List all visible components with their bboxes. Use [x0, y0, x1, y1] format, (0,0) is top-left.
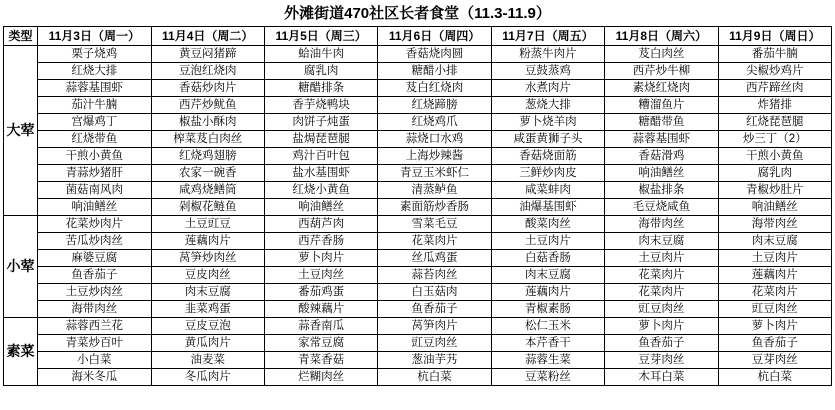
- menu-cell: 腐乳肉: [718, 165, 831, 182]
- menu-cell: 蒜蓉基围虾: [605, 131, 718, 148]
- menu-cell: 白菇香肠: [491, 250, 604, 267]
- menu-cell: 素烧红烧肉: [605, 80, 718, 97]
- menu-cell: 豆鼓蒸鸡: [491, 63, 604, 80]
- menu-cell: 芨白肉丝: [605, 46, 718, 63]
- menu-cell: 豆皮豆泡: [151, 318, 264, 335]
- menu-cell: 剁椒花鲢鱼: [151, 199, 264, 216]
- table-row: [4, 318, 832, 335]
- table-row: [4, 114, 832, 131]
- menu-cell: 干煎小黄鱼: [718, 148, 831, 165]
- menu-cell: 西芹蹄丝肉: [718, 80, 831, 97]
- menu-cell: 肉末豆腐: [718, 233, 831, 250]
- menu-cell: 毛豆烧咸鱼: [605, 199, 718, 216]
- menu-cell: 茄汁牛腩: [38, 97, 151, 114]
- menu-cell: 椒盐小酥肉: [151, 114, 264, 131]
- menu-cell: 宫爆鸡丁: [38, 114, 151, 131]
- menu-cell: 黄瓜肉片: [151, 335, 264, 352]
- menu-table: [3, 26, 832, 386]
- category-label-xiaohun: 小荤: [4, 216, 38, 318]
- table-row: [4, 46, 832, 63]
- menu-cell: 花菜肉片: [378, 233, 491, 250]
- menu-cell: 西芹香肠: [264, 233, 377, 250]
- menu-cell: 土豆肉片: [718, 250, 831, 267]
- menu-cell: 松仁玉米: [491, 318, 604, 335]
- menu-cell: 响油鳝丝: [718, 199, 831, 216]
- menu-cell: 西芹炒鱿鱼: [151, 97, 264, 114]
- header-day-4: 11月7日（周五）: [491, 27, 604, 46]
- table-row: [4, 131, 832, 148]
- menu-cell: 红烧蹄膀: [378, 97, 491, 114]
- table-row: [4, 267, 832, 284]
- menu-cell: 青蒜炒猪肝: [38, 165, 151, 182]
- menu-cell: 鸡汁百叶包: [264, 148, 377, 165]
- table-row: [4, 199, 832, 216]
- menu-cell: 土豆肉丝: [264, 267, 377, 284]
- menu-cell: 红烧大排: [38, 63, 151, 80]
- menu-cell: 炸猪排: [718, 97, 831, 114]
- menu-cell: 本芹香干: [491, 335, 604, 352]
- menu-cell: 香菇炒肉片: [151, 80, 264, 97]
- header-row: [4, 27, 832, 46]
- menu-cell: 素面筋炒香肠: [378, 199, 491, 216]
- menu-cell: 杭白菜: [718, 369, 831, 386]
- menu-cell: 黄豆闷猪蹄: [151, 46, 264, 63]
- header-day-2: 11月5日（周三）: [264, 27, 377, 46]
- menu-cell: 蒜蓉生菜: [491, 352, 604, 369]
- table-row: [4, 97, 832, 114]
- table-row: [4, 233, 832, 250]
- menu-cell: 白玉菇肉: [378, 284, 491, 301]
- menu-cell: 莴笋炒肉丝: [151, 250, 264, 267]
- menu-cell: 盐焗琵琶腿: [264, 131, 377, 148]
- header-day-6: 11月9日（周日）: [718, 27, 831, 46]
- menu-cell: 干煎小黄鱼: [38, 148, 151, 165]
- menu-cell: 鱼香茄子: [378, 301, 491, 318]
- menu-cell: 栗子烧鸡: [38, 46, 151, 63]
- menu-cell: 青菜香菇: [264, 352, 377, 369]
- menu-cell: 酸菜肉丝: [491, 216, 604, 233]
- menu-cell: 豆芽肉丝: [605, 352, 718, 369]
- menu-cell: 苦瓜炒肉丝: [38, 233, 151, 250]
- menu-cell: 蒜蓉西兰花: [38, 318, 151, 335]
- menu-cell: 豆皮肉丝: [151, 267, 264, 284]
- menu-cell: 香菇滑鸡: [605, 148, 718, 165]
- menu-cell: 红烧带鱼: [38, 131, 151, 148]
- menu-cell: 肉饼子炖蛋: [264, 114, 377, 131]
- menu-cell: 番茄牛腩: [718, 46, 831, 63]
- menu-cell: 麻婆豆腐: [38, 250, 151, 267]
- page-title: 外滩街道470社区长者食堂（11.3-11.9）: [284, 5, 551, 22]
- menu-cell: 鱼香茄子: [38, 267, 151, 284]
- table-row: [4, 80, 832, 97]
- menu-cell: 花菜肉片: [718, 284, 831, 301]
- menu-cell: 响油鳝丝: [605, 165, 718, 182]
- category-label-dahun: 大荤: [4, 46, 38, 216]
- menu-cell: 盐水基围虾: [264, 165, 377, 182]
- table-row: [4, 284, 832, 301]
- table-row: [4, 216, 832, 233]
- menu-cell: 蒜苔肉丝: [378, 267, 491, 284]
- menu-cell: 粉蒸牛肉片: [491, 46, 604, 63]
- menu-cell: 尖椒炒鸡片: [718, 63, 831, 80]
- menu-cell: 豆泡红烧肉: [151, 63, 264, 80]
- menu-cell: 豆芽肉丝: [718, 352, 831, 369]
- table-body: [4, 46, 832, 386]
- menu-cell: 花菜炒肉片: [38, 216, 151, 233]
- menu-cell: 糖醋排条: [264, 80, 377, 97]
- menu-cell: 萝卜肉片: [605, 318, 718, 335]
- menu-cell: 萝卜肉片: [718, 318, 831, 335]
- menu-cell: 糖醋小排: [378, 63, 491, 80]
- menu-cell: 油爆基围虾: [491, 199, 604, 216]
- menu-cell: 榨菜芨白肉丝: [151, 131, 264, 148]
- menu-cell: 红烧鸡翅膀: [151, 148, 264, 165]
- menu-cell: 红烧琵琶腿: [718, 114, 831, 131]
- menu-cell: 小白菜: [38, 352, 151, 369]
- menu-cell: 木耳白菜: [605, 369, 718, 386]
- menu-cell: 豇豆肉丝: [378, 335, 491, 352]
- header-day-0: 11月3日（周一）: [38, 27, 151, 46]
- menu-cell: 莲藕肉片: [491, 284, 604, 301]
- menu-cell: 糟溜鱼片: [605, 97, 718, 114]
- menu-cell: 花菜肉片: [605, 284, 718, 301]
- menu-cell: 海米冬瓜: [38, 369, 151, 386]
- menu-cell: 韭菜鸡蛋: [151, 301, 264, 318]
- menu-cell: 香芋烧鸭块: [264, 97, 377, 114]
- menu-cell: 芨白红烧肉: [378, 80, 491, 97]
- menu-cell: 萝卜烧羊肉: [491, 114, 604, 131]
- menu-cell: 肉末豆腐: [151, 284, 264, 301]
- menu-cell: 响油鳝丝: [264, 199, 377, 216]
- category-label-sucai: 素菜: [4, 318, 38, 386]
- menu-cell: 香菇烧肉圆: [378, 46, 491, 63]
- table-row: [4, 165, 832, 182]
- table-row: [4, 250, 832, 267]
- table-row: [4, 369, 832, 386]
- menu-cell: 海带肉丝: [718, 216, 831, 233]
- menu-cell: 莴笋肉片: [378, 318, 491, 335]
- menu-cell: 炒三丁（2）: [718, 131, 831, 148]
- menu-cell: 上海炒辣酱: [378, 148, 491, 165]
- header-day-1: 11月4日（周二）: [151, 27, 264, 46]
- table-header: [4, 27, 832, 46]
- header-day-3: 11月6日（周四）: [378, 27, 491, 46]
- menu-cell: 冬瓜肉片: [151, 369, 264, 386]
- menu-cell: 肉末豆腐: [491, 267, 604, 284]
- table-row: [4, 182, 832, 199]
- menu-cell: 青菜炒百叶: [38, 335, 151, 352]
- menu-cell: 三鲜炒肉皮: [491, 165, 604, 182]
- table-row: [4, 352, 832, 369]
- menu-cell: 家常豆腐: [264, 335, 377, 352]
- menu-cell: 青椒素肠: [491, 301, 604, 318]
- menu-cell: 咸菜蚌肉: [491, 182, 604, 199]
- menu-cell: 土豆炒肉丝: [38, 284, 151, 301]
- menu-cell: 西芹炒牛柳: [605, 63, 718, 80]
- menu-cell: 萝卜肉片: [264, 250, 377, 267]
- menu-cell: 鱼香茄子: [605, 335, 718, 352]
- menu-cell: 清蒸鲈鱼: [378, 182, 491, 199]
- menu-cell: 蛤油牛肉: [264, 46, 377, 63]
- menu-cell: 油麦菜: [151, 352, 264, 369]
- table-row: [4, 301, 832, 318]
- menu-cell: 土豆肉片: [491, 233, 604, 250]
- menu-cell: 蒜烧口水鸡: [378, 131, 491, 148]
- menu-cell: 响油鳝丝: [38, 199, 151, 216]
- menu-cell: 酸辣藕片: [264, 301, 377, 318]
- menu-cell: 海带肉丝: [605, 216, 718, 233]
- menu-cell: 农家一碗香: [151, 165, 264, 182]
- menu-cell: 菌菇南风肉: [38, 182, 151, 199]
- menu-cell: 椒盐排条: [605, 182, 718, 199]
- menu-cell: 豆菜粉丝: [491, 369, 604, 386]
- menu-cell: 咸鸡烧鳝筒: [151, 182, 264, 199]
- menu-cell: 红烧鸡爪: [378, 114, 491, 131]
- menu-cell: 肉末豆腐: [605, 233, 718, 250]
- menu-cell: 土豆豇豆: [151, 216, 264, 233]
- menu-cell: 豇豆肉丝: [718, 301, 831, 318]
- menu-cell: 杭白菜: [378, 369, 491, 386]
- header-type: 类型: [4, 27, 38, 46]
- menu-cell: 葱油芋艿: [378, 352, 491, 369]
- menu-cell: 蒜蓉基围虾: [38, 80, 151, 97]
- table-row: [4, 148, 832, 165]
- menu-cell: 蒜香南瓜: [264, 318, 377, 335]
- table-row: [4, 63, 832, 80]
- menu-cell: 葱烧大排: [491, 97, 604, 114]
- menu-cell: 莲藕肉片: [151, 233, 264, 250]
- menu-cell: 鱼香茄子: [718, 335, 831, 352]
- menu-cell: 香菇烧面筋: [491, 148, 604, 165]
- menu-cell: 腐乳肉: [264, 63, 377, 80]
- menu-cell: 青豆玉米虾仁: [378, 165, 491, 182]
- menu-cell: 咸蛋黄狮子头: [491, 131, 604, 148]
- menu-cell: 番茄鸡蛋: [264, 284, 377, 301]
- menu-cell: 海带肉丝: [38, 301, 151, 318]
- table-row: [4, 335, 832, 352]
- menu-cell: 糖醋带鱼: [605, 114, 718, 131]
- menu-cell: 土豆肉片: [605, 250, 718, 267]
- menu-cell: 青椒炒肚片: [718, 182, 831, 199]
- menu-cell: 雪菜毛豆: [378, 216, 491, 233]
- menu-cell: 烂糊肉丝: [264, 369, 377, 386]
- menu-cell: 水煮肉片: [491, 80, 604, 97]
- header-day-5: 11月8日（周六）: [605, 27, 718, 46]
- menu-cell: 西葫芦肉: [264, 216, 377, 233]
- menu-cell: 丝瓜鸡蛋: [378, 250, 491, 267]
- menu-cell: 红烧小黄鱼: [264, 182, 377, 199]
- menu-cell: 豇豆肉丝: [605, 301, 718, 318]
- menu-cell: 莲藕肉片: [718, 267, 831, 284]
- menu-cell: 花菜肉片: [605, 267, 718, 284]
